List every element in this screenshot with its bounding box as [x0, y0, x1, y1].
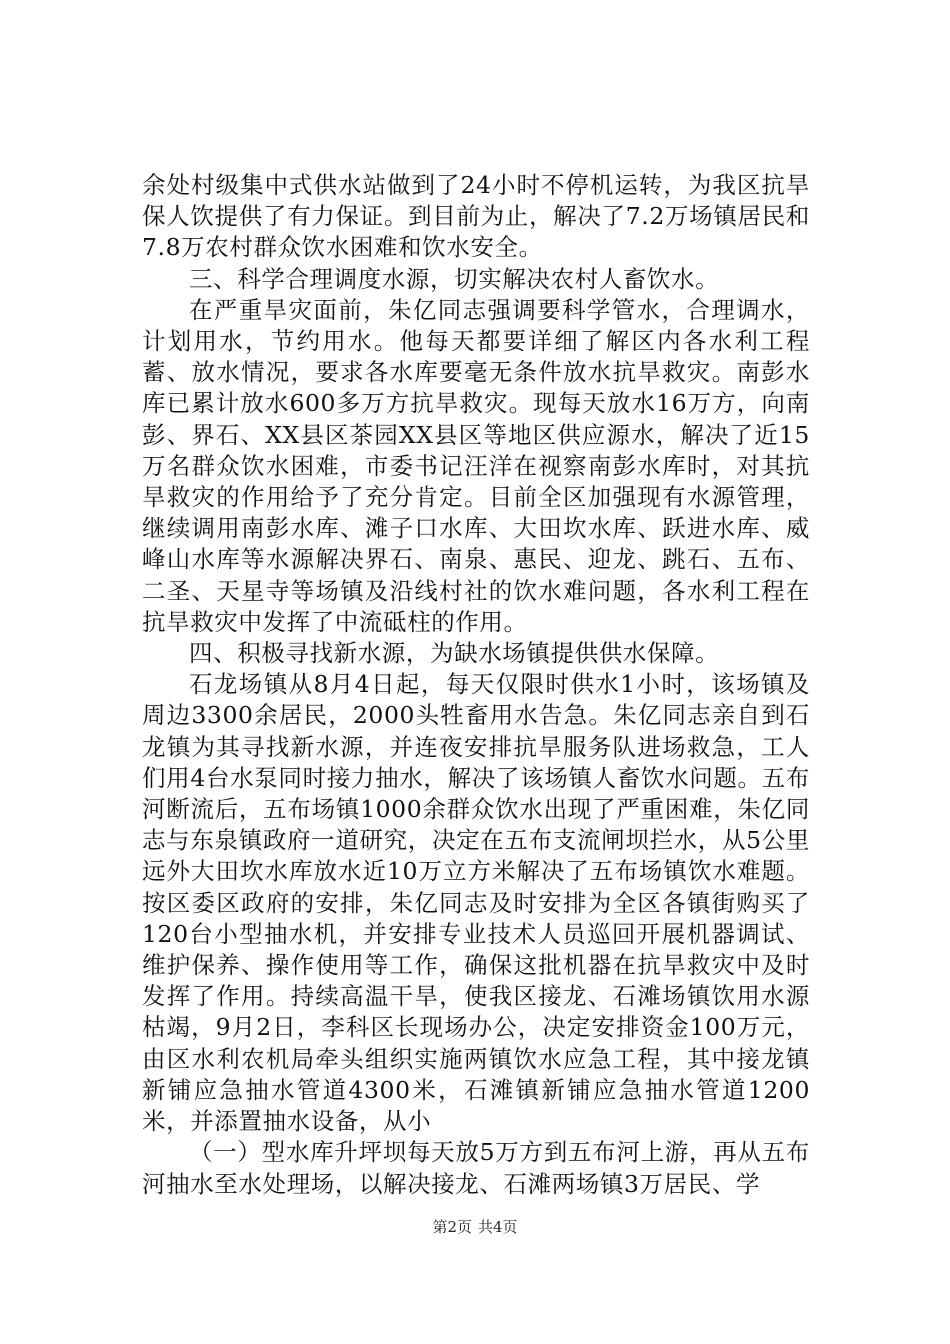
- section-heading-4: 四、积极寻找新水源，为缺水场镇提供供水保障。: [189, 639, 720, 668]
- body-paragraph-3: 石龙场镇从8月4日起，每天仅限时供水1小时，该场镇及周边3300余居民，2000头牲畜用水告急。朱亿同志亲自到石龙镇为其寻找新水源，并连夜安排抗旱服务队进场救急，工人们用4台水泵同时接力抽水，解决了该场镇人畜饮水问题。五布河断流后，五布场镇1000余群众饮水出现了严重困难，朱亿同志与东泉镇政府一道研究，决定在五布支流闸坝拦水，从5公里远外大田坎水库放水近10万立方米解决了五布场镇饮水难题。按区委区政府的安排，朱亿同志及时安排为全区各镇街购买了120台小型抽水机，并安排专业技术人员巡回开展机器调试、维护保养、操作使用等工作，确保这批机器在抗旱救灾中及时发挥了作用。持续高温干旱，使我区接龙、石滩场镇饮用水源枯竭，9月2日，李科区长现场办公，决定安排资金100万元，由区水利农机局牵头组织实施两镇饮水应急工程，其中接龙镇新铺应急抽水管道4300米，石滩镇新铺应急抽水管道1200米，并添置抽水设备，从小: [142, 670, 810, 1136]
- page-number: 第2页: [432, 1218, 472, 1236]
- section-heading-3: 三、科学合理调度水源，切实解决农村人畜饮水。: [189, 264, 720, 293]
- body-paragraph-2: 在严重旱灾面前，朱亿同志强调要科学管水，合理调水，计划用水，节约用水。他每天都要详细了解区内各水利工程蓄、放水情况，要求各水库要毫无条件放水抗旱救灾。南彭水库已累计放水600多万方抗旱救灾。现每天放水16万方，向南彭、界石、XX县区茶园XX县区等地区供应源水，解决了近15万名群众饮水困难，市委书记汪洋在视察南彭水库时，对其抗旱救灾的作用给予了充分肯定。目前全区加强现有水源管理，继续调用南彭水库、滩子口水库、大田坎水库、跃进水库、威峰山水库等水源解决界石、南泉、惠民、迎龙、跳石、五布、二圣、天星寺等场镇及沿线村社的饮水难问题，各水利工程在抗旱救灾中发挥了中流砥柱的作用。: [142, 295, 810, 636]
- body-paragraph-4: （一）型水库升坪坝每天放5万方到五布河上游，再从五布河抽水至水处理场，以解决接龙、石滩两场镇3万居民、学: [142, 1138, 810, 1198]
- page-total: 共4页: [478, 1218, 518, 1236]
- page-footer: [0, 1217, 950, 1237]
- body-paragraph-1: 余处村级集中式供水站做到了24小时不停机运转，为我区抗旱保人饮提供了有力保证。到目前为止，解决了7.2万场镇居民和7.8万农村群众饮水困难和饮水安全。: [142, 171, 810, 262]
- document-body: [142, 170, 810, 1200]
